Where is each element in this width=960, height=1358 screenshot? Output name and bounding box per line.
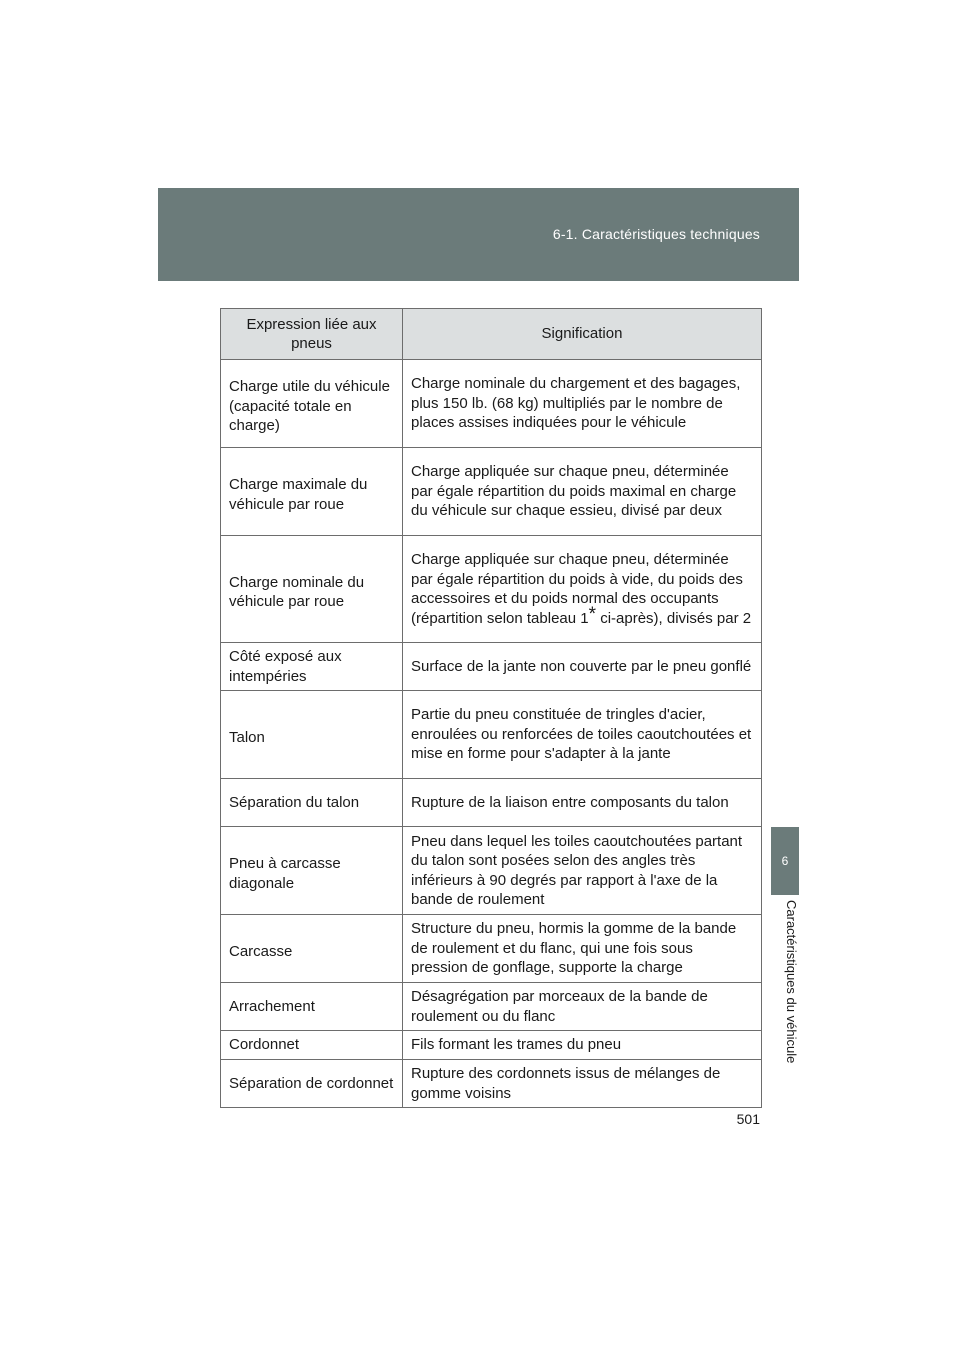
- term-cell: Arrachement: [221, 983, 403, 1031]
- table-header-row: [221, 309, 762, 360]
- tire-terms-table: [220, 308, 762, 1108]
- term-cell: Séparation du talon: [221, 779, 403, 827]
- meaning-cell: Fils formant les trames du pneu: [403, 1031, 762, 1060]
- term-cell: Talon: [221, 691, 403, 779]
- table-row: [221, 827, 762, 915]
- meaning-text-tail: ci-après), divisés par 2: [596, 609, 752, 627]
- meaning-cell: Charge nominale du chargement et des bagages, plus 150 lb. (68 kg) multipliés par le nombre de places assises indiquées pour le véhicule: [403, 360, 762, 448]
- table-row: [221, 643, 762, 691]
- term-cell: Charge maximale du véhicule par roue: [221, 448, 403, 536]
- term-cell: Carcasse: [221, 915, 403, 983]
- page-number: 501: [736, 1111, 760, 1127]
- table-row: [221, 691, 762, 779]
- meaning-cell: Désagrégation par morceaux de la bande de roulement ou du flanc: [403, 983, 762, 1031]
- term-cell: Charge utile du véhicule (capacité totale en charge): [221, 360, 403, 448]
- table-row: [221, 448, 762, 536]
- table-row: [221, 536, 762, 643]
- table-row: [221, 915, 762, 983]
- meaning-cell: Surface de la jante non couverte par le pneu gonflé: [403, 643, 762, 691]
- table-row: [221, 779, 762, 827]
- meaning-text: Charge appliquée sur chaque pneu, déterminée par égale répartition du poids à vide, du poids des accessoires et du poids normal des occupants (répartition selon tableau 1: [411, 551, 743, 627]
- table-row: [221, 360, 762, 448]
- table-row: [221, 1031, 762, 1060]
- column-header-term: Expression liée aux pneus: [221, 309, 403, 360]
- column-header-meaning: Signification: [403, 309, 762, 360]
- meaning-cell: Charge appliquée sur chaque pneu, déterminée par égale répartition du poids maximal en charge du véhicule sur chaque essieu, divisé par deux: [403, 448, 762, 536]
- term-cell: Séparation de cordonnet: [221, 1060, 403, 1108]
- footnote-asterisk: *: [588, 603, 597, 625]
- term-cell: Charge nominale du véhicule par roue: [221, 536, 403, 643]
- meaning-cell: [403, 536, 762, 643]
- meaning-cell: Rupture de la liaison entre composants du talon: [403, 779, 762, 827]
- meaning-cell: Rupture des cordonnets issus de mélanges de gomme voisins: [403, 1060, 762, 1108]
- chapter-number: 6: [781, 854, 789, 868]
- header-band: [158, 188, 799, 281]
- table-row: [221, 983, 762, 1031]
- term-cell: Cordonnet: [221, 1031, 403, 1060]
- meaning-cell: Structure du pneu, hormis la gomme de la bande de roulement et du flanc, qui une fois sous pression de gonflage, supporte la charge: [403, 915, 762, 983]
- meaning-cell: Partie du pneu constituée de tringles d'acier, enroulées ou renforcées de toiles caoutchoutées et mise en forme pour s'adapter à la jante: [403, 691, 762, 779]
- chapter-tab: [771, 827, 799, 895]
- term-cell: Côté exposé aux intempéries: [221, 643, 403, 691]
- meaning-cell: Pneu dans lequel les toiles caoutchoutées partant du talon sont posées selon des angles très inférieurs à 90 degrés par rapport à l'axe de la bande de roulement: [403, 827, 762, 915]
- chapter-title: Caractéristiques du véhicule: [784, 900, 799, 1064]
- table-row: [221, 1060, 762, 1108]
- term-cell: Pneu à carcasse diagonale: [221, 827, 403, 915]
- section-title: 6-1. Caractéristiques techniques: [552, 226, 760, 242]
